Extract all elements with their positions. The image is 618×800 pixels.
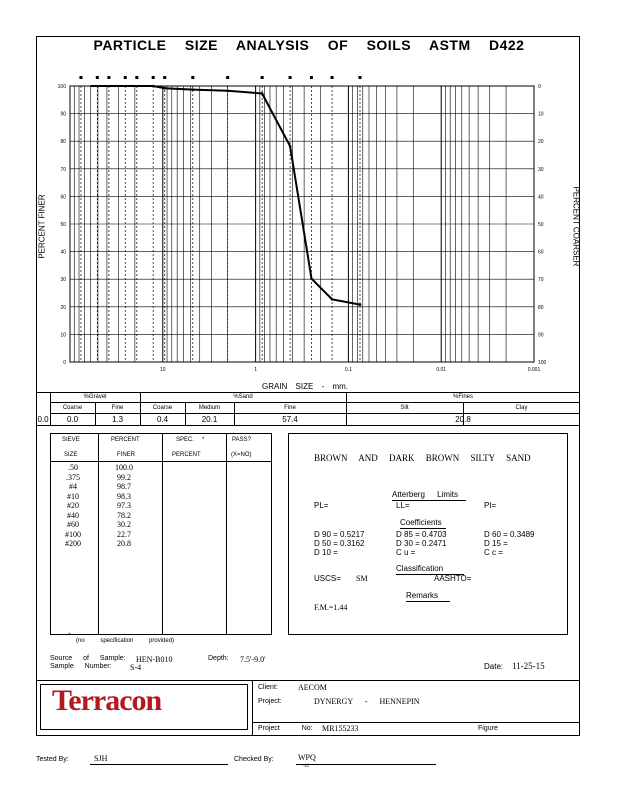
uscs-label: USCS= [314, 574, 341, 583]
gravel-fine-value: 1.3 [111, 415, 124, 424]
remarks-heading: Remarks [406, 591, 439, 600]
left-axis-label: PERCENT FINER [37, 194, 47, 259]
col-gravel-coarse: Coarse [62, 405, 83, 411]
sieve-marker [152, 76, 155, 79]
d30-value: D 30 = 0.2471 [396, 539, 447, 548]
d15-value: D 15 = [484, 539, 508, 548]
project-value: DYNERGY - HENNEPIN [314, 697, 420, 706]
fines-header: %Fines [452, 394, 473, 400]
sieve-size-cell: #60 [67, 520, 79, 529]
sieve-marker [358, 76, 361, 79]
checked-by-value: WPQ [298, 753, 316, 762]
sieve-marker [107, 76, 110, 79]
sieve-size-cell: #20 [67, 501, 79, 510]
sieve-marker [261, 76, 264, 79]
percent-finer-cell: 100.0 [115, 463, 133, 472]
sieve-size-cell: .375 [66, 472, 80, 482]
sieve-size-cell: #40 [67, 510, 79, 520]
cobbles-value: 0.0 [37, 415, 49, 424]
sieve-marker [289, 76, 292, 79]
sieve-marker [310, 76, 313, 79]
spec-star: * [202, 437, 205, 443]
gravel-header: %Gravel [83, 394, 107, 400]
left-tick-label: 80 [60, 139, 66, 146]
col-sand-medium: Medium [198, 405, 221, 411]
gradation-chart [38, 58, 578, 388]
sieve-marker [163, 76, 166, 79]
gravel-coarse-value: 0.0 [66, 415, 79, 424]
left-tick-label: 40 [60, 249, 66, 256]
sample-number-label: Sample Number: [50, 663, 112, 670]
d60-value: D 60 = 0.3489 [484, 530, 535, 539]
cu-value: C u = [396, 548, 416, 557]
date-label: Date: [484, 662, 504, 671]
date-value: 11-25-15 [512, 661, 545, 671]
pass-header: PASS? [232, 437, 251, 443]
percent-finer-cell: 22.7 [117, 529, 131, 539]
cc-value: C c = [484, 548, 503, 557]
sand-fine-value: 57.4 [282, 415, 298, 424]
sand-header: %Sand [233, 394, 253, 400]
left-tick-label: 70 [60, 166, 66, 173]
d10-value: D 10 = [314, 548, 338, 557]
spec-percent-header: PERCENT [172, 452, 201, 458]
percent-finer-cell: 99.2 [117, 472, 131, 482]
sand-medium-value: 20.1 [201, 415, 218, 424]
sieve-size-cell: #200 [65, 539, 81, 548]
tested-by-value: SJH [94, 754, 108, 763]
depth-label: Depth: [208, 655, 229, 662]
right-tick-label: 40 [538, 194, 544, 201]
figure-label: Figure [478, 725, 498, 732]
right-tick-label: 90 [538, 332, 544, 339]
right-tick-label: 20 [538, 139, 544, 146]
sieve-marker [331, 76, 334, 79]
coefficients-heading: Coefficients [400, 518, 442, 527]
sieve-marker [226, 76, 229, 79]
checked-by-sub: ~ct [302, 763, 309, 769]
fineness-modulus: F.M.=1.44 [314, 603, 348, 612]
terracon-logo [52, 684, 161, 718]
col-gravel-fine: Fine [111, 405, 124, 411]
client-label: Client: [258, 684, 278, 691]
left-tick-label: 20 [60, 304, 66, 311]
left-tick-label: 0 [63, 360, 66, 366]
atterberg-heading: Atterberg Limits [392, 490, 459, 499]
x-tick-label: 10 [160, 367, 166, 373]
sieve-header: SIEVE [62, 437, 80, 443]
percent-header: PERCENT [111, 437, 140, 443]
sieve-marker [124, 76, 127, 79]
col-sand-fine: Fine [284, 405, 296, 411]
sieve-size-cell: #100 [65, 529, 81, 539]
right-tick-label: 80 [538, 304, 544, 311]
left-tick-label: 30 [60, 277, 66, 284]
percent-finer-cell: 97.3 [117, 501, 131, 510]
x-axis-label: GRAIN SIZE - mm. [262, 382, 348, 391]
left-tick-label: 60 [60, 194, 66, 201]
tested-by-label: Tested By: [36, 756, 69, 763]
soil-description: BROWN AND DARK BROWN SILTY SAND [314, 453, 531, 463]
project-no-label: Project No: [258, 725, 313, 732]
footnote-star: * [68, 633, 71, 639]
x-tick-label: 0.01 [436, 367, 447, 373]
source-value: HEN-B010 [136, 655, 173, 664]
percent-finer-cell: 98.7 [117, 482, 131, 491]
right-tick-label: 10 [538, 111, 544, 118]
d85-value: D 85 = 0.4703 [396, 530, 447, 539]
sieve-marker [79, 76, 82, 79]
sieve-size-cell: #10 [67, 491, 79, 501]
classification-heading: Classification [396, 564, 444, 573]
project-no-value: MR155233 [322, 724, 359, 733]
percent-finer-cell: 20.8 [117, 539, 131, 548]
ll-label: LL= [396, 501, 410, 510]
sand-coarse-value: 0.4 [156, 415, 169, 424]
right-tick-label: 0 [538, 84, 541, 90]
fines-value: 20.8 [455, 415, 471, 424]
sieve-size-cell: .50 [68, 463, 78, 472]
left-tick-label: 90 [60, 111, 66, 118]
right-tick-label: 60 [538, 249, 544, 256]
source-label: Source of Sample: [50, 655, 126, 662]
right-tick-label: 70 [538, 277, 544, 284]
project-label: Project: [258, 698, 282, 705]
col-sand-coarse: Coarse [152, 405, 173, 411]
left-tick-label: 100 [57, 84, 66, 90]
sample-number-value: S-4 [130, 663, 142, 672]
right-tick-label: 100 [538, 360, 547, 366]
right-tick-label: 50 [538, 222, 544, 228]
right-tick-label: 30 [538, 166, 544, 173]
percent-finer-cell: 78.2 [117, 510, 131, 520]
spec-header: SPEC. [176, 437, 195, 443]
pl-label: PL= [314, 501, 329, 510]
d90-value: D 90 = 0.5217 [314, 530, 365, 539]
sieve-marker [135, 76, 138, 79]
uscs-value: SM [356, 574, 368, 583]
pi-label: PI= [484, 501, 497, 510]
sieve-marker [191, 76, 194, 79]
x-tick-label: 1 [254, 367, 257, 373]
aashto-label: AASHTO= [434, 574, 472, 583]
checked-by-label: Checked By: [234, 756, 274, 763]
col-clay: Clay [515, 405, 528, 411]
depth-value: 7.5'-9.0' [240, 655, 266, 664]
size-header: SIZE [64, 452, 78, 458]
sieve-marker [96, 76, 99, 79]
x-tick-label: 0.1 [344, 367, 352, 373]
d50-value: D 50 = 0.3162 [314, 539, 365, 548]
gradation-curve [91, 86, 360, 305]
footnote: (no specification provided) [76, 638, 175, 644]
finer-header: FINER [117, 452, 135, 458]
xno-header: (X=NO) [231, 452, 252, 458]
terracon-logo-text: Terracon [52, 684, 162, 717]
sieve-size-cell: #4 [69, 482, 77, 491]
percent-finer-cell: 98.3 [117, 491, 131, 501]
page-title: PARTICLE SIZE ANALYSIS OF SOILS ASTM D422 [93, 37, 525, 53]
col-silt: Silt [400, 405, 409, 411]
percent-finer-cell: 30.2 [117, 520, 131, 529]
left-tick-label: 10 [60, 332, 66, 339]
left-tick-label: 50 [60, 222, 66, 228]
right-axis-label: PERCENT COARSER [571, 186, 581, 267]
client-value: AECOM [298, 683, 327, 692]
x-tick-label: 0.001 [527, 367, 541, 373]
